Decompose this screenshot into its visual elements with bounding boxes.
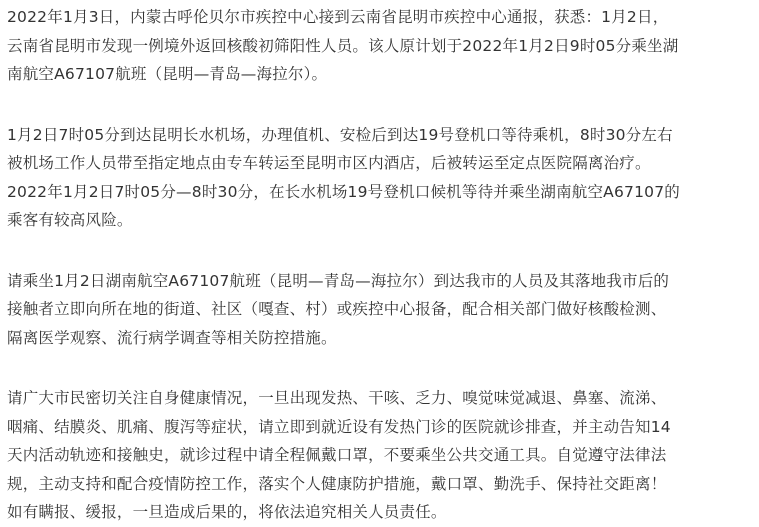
- text-line: 天内活动轨迹和接触史，就诊过程中请全程佩戴口罩，不要乘坐公共交通工具。自觉遵守法律法: [7, 446, 667, 464]
- article-body: [7, 3, 755, 527]
- paragraph-notification: [7, 3, 755, 89]
- text-line: 请广大市民密切关注自身健康情况，一旦出现发热、干咳、乏力、嗅觉味觉减退、鼻塞、流涕、: [7, 389, 667, 407]
- text-line: 被机场工作人员带至指定地点由专车转运至昆明市区内酒店，后被转运至定点医院隔离治疗。: [7, 154, 651, 172]
- paragraph-reporting-request: [7, 267, 755, 353]
- paragraph-health-advice: [7, 384, 755, 527]
- text-line: 咽痛、结膜炎、肌痛、腹泻等症状，请立即到就近设有发热门诊的医院就诊排查，并主动告知14: [7, 417, 671, 436]
- paragraph-itinerary: [7, 121, 755, 235]
- text-line: 如有瞒报、缓报，一旦造成后果的，将依法追究相关人员责任。: [7, 503, 447, 521]
- text-line: 请乘坐1月2日湖南航空A67107航班（昆明—青岛—海拉尔）到达我市的人员及其落地我市后的: [7, 271, 670, 290]
- text-line: 隔离医学观察、流行病学调查等相关防控措施。: [7, 328, 337, 347]
- text-line: 接触者立即向所在地的街道、社区（嘎查、村）或疾控中心报备，配合相关部门做好核酸检测、: [7, 300, 667, 318]
- text-line: 2022年1月3日，内蒙古呼伦贝尔市疾控中心接到云南省昆明市疾控中心通报，获悉：1月2日，: [7, 8, 669, 26]
- text-line: 1月2日7时05分到达昆明长水机场，办理值机、安检后到达19号登机口等待乘机，8时30分左右: [7, 125, 673, 144]
- text-line: 乘客有较高风险。: [7, 211, 133, 229]
- text-line: 南航空A67107航班（昆明—青岛—海拉尔）。: [7, 65, 328, 83]
- text-line: 云南省昆明市发现一例境外返回核酸初筛阳性人员。该人原计划于2022年1月2日9时05分乘坐湖: [7, 36, 679, 55]
- text-line: 规，主动支持和配合疫情防控工作，落实个人健康防护措施，戴口罩、勤洗手、保持社交距离！: [7, 474, 667, 493]
- text-line: 2022年1月2日7时05分—8时30分，在长水机场19号登机口候机等待并乘坐湖南航空A67107的: [7, 182, 680, 201]
